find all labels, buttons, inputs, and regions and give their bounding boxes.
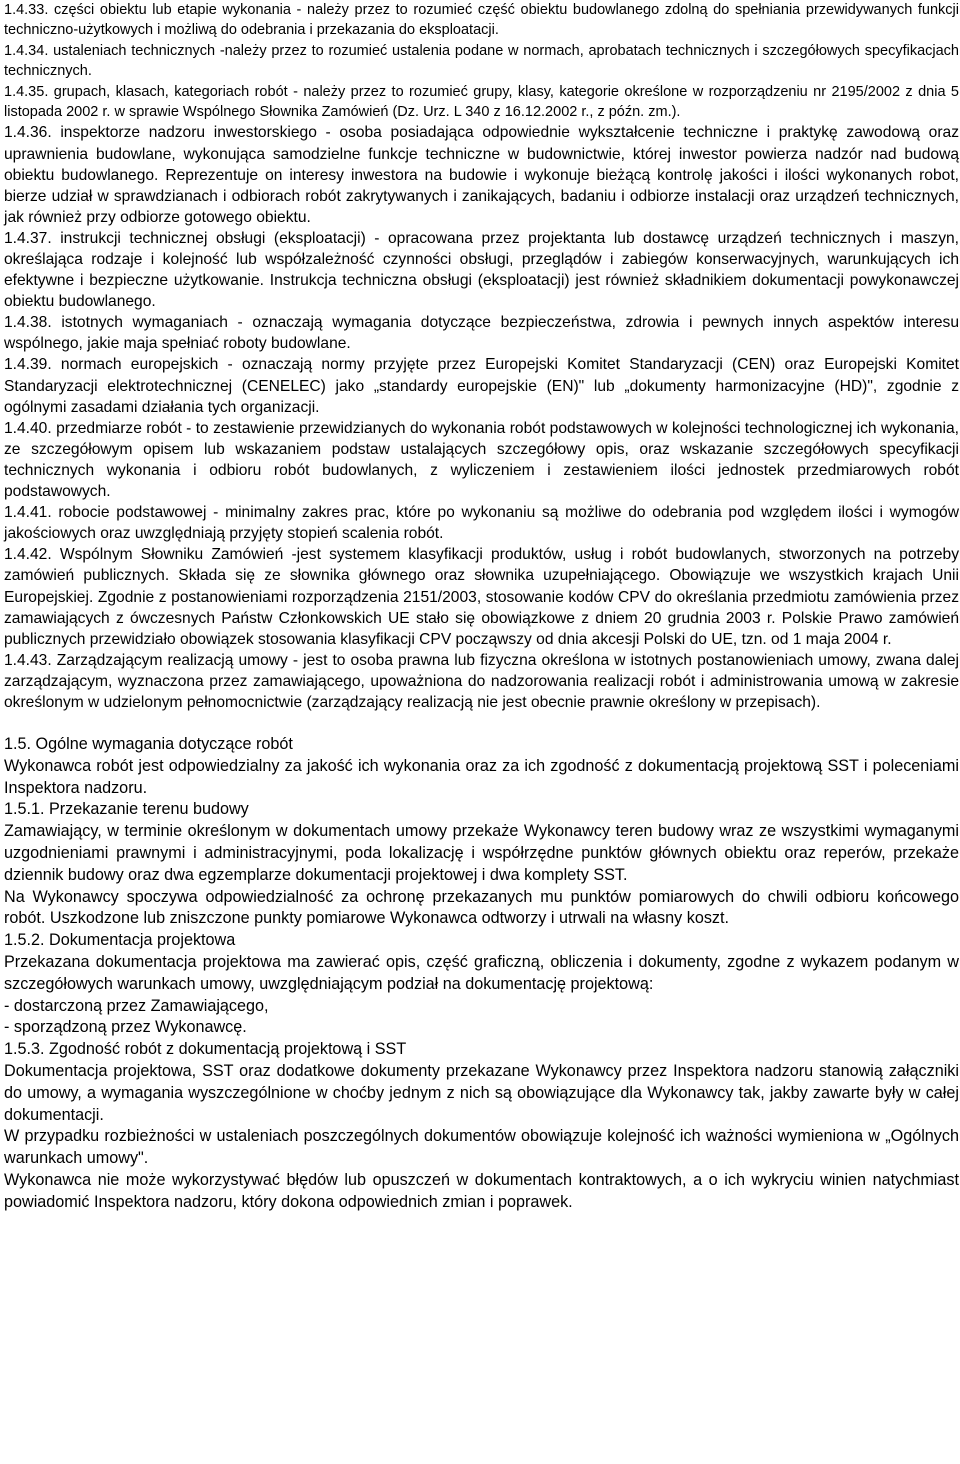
definition-1-4-39: 1.4.39. normach europejskich - oznaczają normy przyjęte przez Europejski Komitet Standaryzacji (CEN) oraz Europejski Komitet Standaryzacji elektrotechnicznej (CENELEC) jako „standardy europejskie (EN)" lub „dokumenty harmonizacyjne (HD)", zgodnie z ogólnymi zasadami działania tych organizacji. [4, 356, 959, 416]
definition-1-4-41: 1.4.41. robocie podstawowej - minimalny zakres prac, które po wykonaniu są możliwe do odebrania pod względem ilości i wymogów jakościowych oraz uwzględniają przyjęty stopień scalenia robót. [4, 504, 959, 543]
section-1-5-2-body: Przekazana dokumentacja projektowa ma zawierać opis, część graficzną, obliczenia i dokumenty, zgodne z wykazem podanym w szczegółowych warunkach umowy, uwzględniającym podział na dokumentację projektową: [4, 953, 959, 993]
section-1-5-3-body-3: Wykonawca nie może wykorzystywać błędów lub opuszczeń w dokumentach kontraktowych, a o ich wykryciu winien natychmiast powiadomić Inspektora nadzoru, który dokona odpowiednich zmian i poprawek. [4, 1171, 959, 1211]
document-page [4, 0, 959, 1214]
paragraph-gap [4, 713, 959, 734]
section-1-5-3-body-2: W przypadku rozbieżności w ustaleniach poszczególnych dokumentów obowiązuje kolejność ich ważności wymieniona w „Ogólnych warunkach umowy". [4, 1127, 959, 1168]
definition-1-4-43: 1.4.43. Zarządzającym realizacją umowy - jest to osoba prawna lub fizyczna określona w istotnych postanowieniach umowy, zwana dalej zarządzającym, wyznaczona przez zamawiającego, upoważniona do nadzorowania realizacji robót i administrowania umową w zakresie określonym w udzielonym pełnomocnictwie (zarządzający realizacją nie jest obecnie prawnie określony w przepisach). [4, 651, 959, 711]
definition-1-4-35: 1.4.35. grupach, klasach, kategoriach robót - należy przez to rozumieć grupy, klasy, kategorie określone w rozporządzeniu nr 2195/2002 z dnia 5 listopada 2002 r. w sprawie Wspólnego Słownika Zamówień (Dz. Urz. L 340 z 16.12.2002 r., z późn. zm.). [4, 83, 959, 121]
definition-1-4-34: 1.4.34. ustaleniach technicznych -należy przez to rozumieć ustalenia podane w normach, aprobatach technicznych i szczegółowych specyfikacjach technicznych. [4, 42, 959, 80]
list-item-zamawiajacy: - dostarczoną przez Zamawiającego, [4, 996, 269, 1015]
definition-1-4-36: 1.4.36. inspektorze nadzoru inwestorskiego - osoba posiadająca odpowiednie wykształcenie techniczne i praktykę zawodową oraz uprawnienia budowlane, wykonująca samodzielne funkcje techniczne w budownictwie, której inwestor powierza nadzór nad budową obiektu budowlanego. Reprezentuje on interesy inwestora na budowie i wykonuje bieżącą kontrolę jakości i ilości wykonanych robot, bierze udział w sprawdzianach i odbiorach robót zakrytywanych i zanikających, badaniu i odbiorze instalacji oraz urządzeń technicznych, jak również przy odbiorze gotowego obiektu. [4, 124, 959, 226]
list-item-wykonawca: - sporządzoną przez Wykonawcę. [4, 1018, 247, 1037]
section-1-5-1-body-1: Zamawiający, w terminie określonym w dokumentach umowy przekaże Wykonawcy teren budowy wraz ze wszystkimi wymaganymi uzgodnieniami prawnymi i administracyjnymi, poda lokalizację i współrzędne punktów głównych obiektu oraz reperów, przekaże dziennik budowy oraz dwa egzemplarze dokumentacji projektowej i dwa komplety SST. [4, 822, 959, 884]
definition-1-4-33: 1.4.33. części obiektu lub etapie wykonania - należy przez to rozumieć część obiektu budowlanego zdolną do spełniania przewidywanych funkcji techniczno-użytkowych i możliwą do odebrania i przekazania do eksploatacji. [4, 2, 959, 39]
section-1-5-3-body-1: Dokumentacja projektowa, SST oraz dodatkowe dokumenty przekazane Wykonawcy przez Inspektora nadzoru stanowią załączniki do umowy, a wymagania wyszczególnione w choćby jednym z nich są obowiązujące dla Wykonawcy tak, jakby zawarte były w całej dokumentacji. [4, 1062, 959, 1124]
section-heading-1-5-1: 1.5.1. Przekazanie terenu budowy [4, 800, 249, 819]
definition-1-4-40: 1.4.40. przedmiarze robót - to zestawienie przewidzianych do wykonania robót podstawowych w kolejności technologicznej ich wykonania, ze szczegółowym opisem lub wskazaniem podstaw ustalających szczegółowy opis, oraz wskazanie szczegółowych specyfikacji technicznych wykonania i odbioru robót budowlanych, z wyliczeniem i zestawieniem ilości jednostek przedmiarowych robót podstawowych. [4, 419, 959, 501]
definition-1-4-38: 1.4.38. istotnych wymaganiach - oznaczają wymagania dotyczące bezpieczeństwa, zdrowia i pewnych innych aspektów interesu wspólnego, jakie maja spełniać roboty budowlane. [4, 314, 959, 353]
definition-1-4-37: 1.4.37. instrukcji technicznej obsługi (eksploatacji) - opracowana przez projektanta lub dostawcę urządzeń technicznych i maszyn, określająca rodzaje i kolejność lub współzależność czynności obsługi, przeglądów i zabiegów konserwacyjnych, warunkujących ich efektywne i bezpieczne użytkowanie. Instrukcja techniczna obsługi (eksploatacji) jest również składnikiem dokumentacji powykonawczej obiektu budowlanego. [4, 229, 959, 311]
section-heading-1-5-3: 1.5.3. Zgodność robót z dokumentacją projektową i SST [4, 1040, 407, 1059]
section-1-5-body: Wykonawca robót jest odpowiedzialny za jakość ich wykonania oraz za ich zgodność z dokumentacją projektową SST i poleceniami Inspektora nadzoru. [4, 756, 959, 797]
section-heading-1-5: 1.5. Ogólne wymagania dotyczące robót [4, 735, 293, 754]
section-heading-1-5-2: 1.5.2. Dokumentacja projektowa [4, 931, 236, 950]
definition-1-4-42: 1.4.42. Wspólnym Słowniku Zamówień -jest systemem klasyfikacji produktów, usług i robót budowlanych, stworzonych na potrzeby zamówień publicznych. Składa się ze słownika głównego oraz słownika uzupełniającego. Obowiązuje we wszystkich krajach Unii Europejskiej. Zgodnie z postanowieniami rozporządzenia 2151/2003, stosowanie kodów CPV do określania przedmiotu zamówienia przez zamawiających z ówczesnych Państw Członkowskich UE stało się obowiązkowe z dniem 20 grudnia 2003 r. Polskie Prawo zamówień publicznych przewidziało obowiązek stosowania klasyfikacji CPV począwszy od dnia akcesji Polski do UE, tzn. od 1 maja 2004 r. [4, 546, 959, 648]
section-1-5-1-body-2: Na Wykonawcy spoczywa odpowiedzialność za ochronę przekazanych mu punktów pomiarowych do chwili odbioru końcowego robót. Uszkodzone lub zniszczone punkty pomiarowe Wykonawca odtworzy i utrwali na własny koszt. [4, 887, 959, 928]
